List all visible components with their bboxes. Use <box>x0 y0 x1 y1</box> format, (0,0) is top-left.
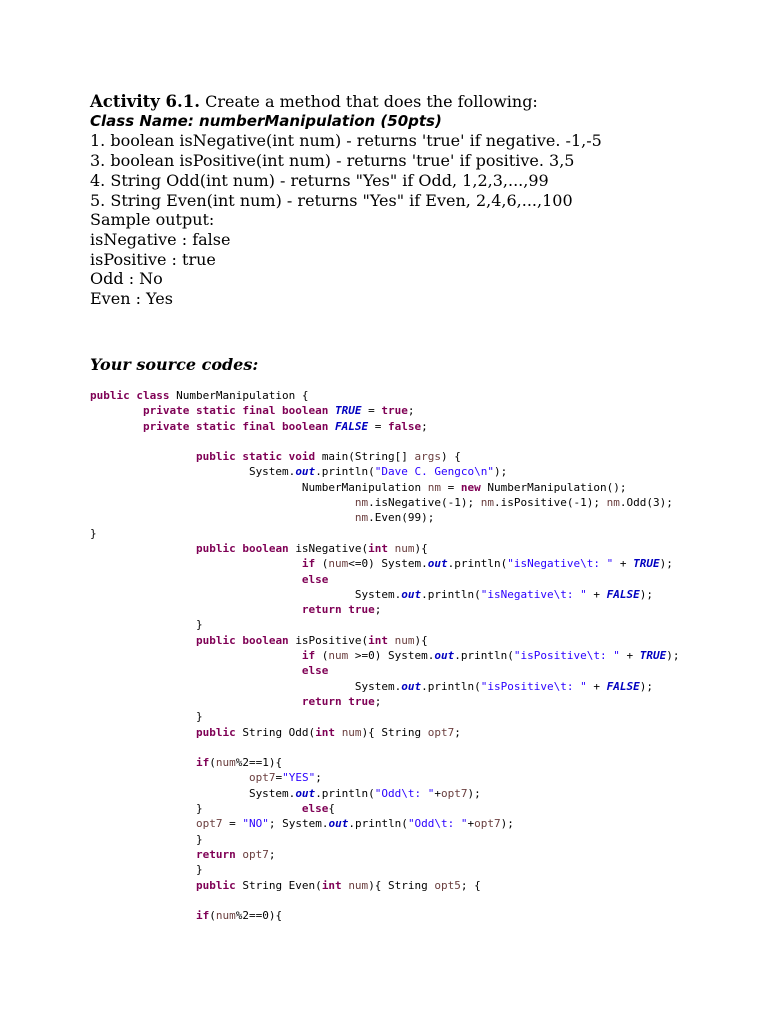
code-line <box>90 434 750 449</box>
code-token: .isNegative(-1); <box>368 496 481 510</box>
code-token: ; { <box>460 878 481 892</box>
code-token: opt7 <box>248 771 276 785</box>
code-token: FALSE <box>606 679 640 693</box>
code-token: } <box>90 526 97 540</box>
code-line <box>90 541 750 556</box>
code-token <box>90 726 196 739</box>
code-token <box>90 450 196 463</box>
code-token <box>90 909 196 922</box>
code-line <box>90 770 750 785</box>
code-token: String Odd( <box>242 725 316 739</box>
code-token <box>90 879 196 892</box>
requirement-item: 1. boolean isNegative(int num) - returns 'true' if negative. -1,-5 <box>90 131 602 151</box>
code-line <box>90 878 750 893</box>
activity-heading: Activity 6.1. <box>90 92 200 111</box>
code-token: } <box>90 832 203 846</box>
code-token: return true <box>301 603 375 617</box>
code-token: public <box>195 725 243 739</box>
code-token: .println( <box>315 465 375 479</box>
code-token: opt7 <box>474 817 501 831</box>
code-token: ) { <box>441 450 461 464</box>
code-token: if <box>195 909 210 923</box>
code-token: ; <box>374 694 382 708</box>
code-token <box>90 573 302 586</box>
code-line <box>90 602 750 617</box>
code-token: else <box>301 664 329 678</box>
code-token: "YES" <box>282 771 316 785</box>
code-token: ( <box>209 756 216 770</box>
code-token: NumberManipulation <box>90 480 428 494</box>
code-token: num <box>328 649 349 663</box>
code-token <box>90 511 355 524</box>
code-token: private static final boolean <box>142 404 336 418</box>
code-token: } <box>90 618 203 632</box>
code-line <box>90 801 750 816</box>
code-token: true <box>381 404 408 418</box>
requirement-item: 5. String Even(int num) - returns "Yes" if Even, 2,4,6,...,100 <box>90 190 573 210</box>
code-token: String Even( <box>242 878 322 892</box>
code-token: out <box>328 817 349 831</box>
code-line <box>90 908 750 923</box>
code-token: if <box>301 557 322 571</box>
code-token: else <box>301 572 329 586</box>
code-token: >=0) System. <box>348 649 435 663</box>
code-token: NumberManipulation { <box>176 389 309 402</box>
code-line <box>90 464 750 479</box>
code-token: public boolean <box>195 541 296 555</box>
code-token: ( <box>209 909 216 923</box>
code-token <box>90 817 196 830</box>
code-line <box>90 709 750 724</box>
code-token: out <box>401 587 422 601</box>
code-token: public boolean <box>195 633 296 647</box>
code-token: "isNegative\t: " <box>507 557 614 571</box>
code-line <box>90 510 750 525</box>
code-token: .isPositive(-1); <box>494 496 607 510</box>
code-token: FALSE <box>335 419 369 433</box>
code-token <box>90 634 196 647</box>
code-token: return true <box>301 694 375 708</box>
requirement-item: 3. boolean isPositive(int num) - returns 'true' if positive. 3,5 <box>90 151 575 171</box>
code-token: } <box>90 710 203 724</box>
class-name-line: Class Name: numberManipulation (50pts) <box>90 111 442 130</box>
code-token <box>90 649 302 662</box>
activity-instruction: Create a method that does the following: <box>200 92 538 111</box>
code-token: ); <box>467 786 481 800</box>
code-token: %2==0){ <box>235 909 283 923</box>
code-token: "Odd\t: " <box>374 786 435 800</box>
code-token: System. <box>90 786 296 800</box>
code-line <box>90 572 750 587</box>
code-token <box>90 603 302 616</box>
code-token: opt7 <box>195 817 223 831</box>
source-codes-heading: Your source codes: <box>90 355 259 374</box>
code-token <box>90 695 302 708</box>
code-token: int <box>321 878 349 892</box>
code-token: } <box>90 863 203 877</box>
code-token: num <box>348 878 369 892</box>
code-token <box>90 404 143 417</box>
code-token: + <box>467 817 475 831</box>
code-token: .println( <box>421 679 481 693</box>
code-token: "isNegative\t: " <box>480 587 587 601</box>
code-token: public class <box>90 389 177 402</box>
code-token: opt7 <box>427 725 455 739</box>
activity-title-line <box>90 92 750 112</box>
code-token: ; <box>454 725 461 739</box>
code-line <box>90 786 750 801</box>
code-token: = <box>275 771 283 785</box>
code-token: nm <box>354 511 369 525</box>
code-token: + <box>434 786 442 800</box>
code-token: isNegative( <box>295 541 369 555</box>
code-token: + <box>586 587 607 601</box>
code-token: return <box>195 847 243 861</box>
code-token: ; <box>407 404 415 418</box>
code-token: { <box>328 802 336 816</box>
code-line <box>90 847 750 862</box>
code-token: + <box>619 649 640 663</box>
code-token: out <box>401 679 422 693</box>
sample-output-line: Even : Yes <box>90 289 173 309</box>
code-line <box>90 832 750 847</box>
code-token: ; <box>374 603 382 617</box>
code-token: new <box>460 480 488 494</box>
code-token: ; <box>268 847 276 861</box>
code-token: nm <box>427 480 442 494</box>
activity-description <box>90 92 750 309</box>
code-token: <=0) System. <box>348 557 428 571</box>
code-token <box>90 496 355 509</box>
code-token: opt5 <box>434 878 461 892</box>
code-token: + <box>613 557 634 571</box>
code-token: } <box>90 802 302 816</box>
code-token: num <box>328 557 349 571</box>
code-token: = <box>368 419 389 433</box>
code-token: .println( <box>421 587 481 601</box>
code-token: = <box>441 480 461 494</box>
code-token: ; <box>421 419 428 433</box>
code-token: "isPositive\t: " <box>513 649 620 663</box>
code-token <box>90 771 249 784</box>
code-token: if <box>195 756 210 770</box>
code-token: ); <box>639 587 653 601</box>
code-token: ); <box>639 679 653 693</box>
code-token: ); <box>666 649 680 663</box>
code-token: System. <box>90 679 402 693</box>
code-token: public <box>195 878 243 892</box>
code-token: "Odd\t: " <box>407 817 468 831</box>
code-token: out <box>427 557 448 571</box>
code-token: nm <box>354 496 369 510</box>
code-line <box>90 495 750 510</box>
code-token: NumberManipulation(); <box>487 480 627 494</box>
sample-output-line: Odd : No <box>90 269 163 289</box>
code-token: .Odd(3); <box>619 496 673 510</box>
code-token: .println( <box>447 557 508 571</box>
code-line <box>90 755 750 770</box>
code-token: "NO" <box>242 817 269 831</box>
code-token: false <box>388 419 422 433</box>
code-token: out <box>295 786 316 800</box>
code-token: ); <box>500 817 514 831</box>
code-token: ; System. <box>268 817 329 831</box>
code-line <box>90 526 750 541</box>
code-line <box>90 480 750 495</box>
code-token: nm <box>480 496 494 510</box>
code-token: ( <box>321 649 329 663</box>
code-line <box>90 449 750 464</box>
code-token: else <box>301 802 329 816</box>
sample-output-label: Sample output: <box>90 210 215 230</box>
code-line <box>90 816 750 831</box>
code-token: int <box>368 541 395 555</box>
code-token: int <box>368 633 395 647</box>
code-token: FALSE <box>606 587 640 601</box>
code-line <box>90 648 750 663</box>
code-line <box>90 862 750 877</box>
sample-output-line: isPositive : true <box>90 249 216 269</box>
code-token: %2==1){ <box>235 756 283 770</box>
code-token: .println( <box>348 817 408 831</box>
code-token: private static final boolean <box>142 419 336 433</box>
code-token: public static void <box>195 450 322 464</box>
code-token: System. <box>90 587 402 601</box>
code-token <box>90 664 302 677</box>
code-token: isPositive( <box>295 633 369 647</box>
code-token: main(String[] <box>321 450 415 464</box>
code-token: ); <box>659 557 673 571</box>
code-token: num <box>394 541 415 555</box>
code-token <box>90 542 196 555</box>
code-token: "isPositive\t: " <box>480 679 587 693</box>
code-line <box>90 679 750 694</box>
code-token: = <box>222 817 243 831</box>
code-line <box>90 694 750 709</box>
code-token: ); <box>494 465 508 479</box>
code-line <box>90 388 750 403</box>
code-line <box>90 419 750 434</box>
code-token: .Even(99); <box>368 511 435 525</box>
code-token <box>90 756 196 769</box>
code-token: if <box>301 649 322 663</box>
requirement-item: 4. String Odd(int num) - returns "Yes" if Odd, 1,2,3,...,99 <box>90 170 549 190</box>
code-token <box>90 557 302 570</box>
code-token: TRUE <box>639 649 667 663</box>
code-token: System. <box>90 465 296 479</box>
code-line <box>90 617 750 632</box>
code-token: ; <box>315 771 322 785</box>
code-token: ){ String <box>361 725 428 739</box>
code-token <box>90 848 196 861</box>
code-token: .println( <box>454 649 514 663</box>
code-token: ( <box>321 557 329 571</box>
code-token: num <box>215 909 236 923</box>
source-code-block <box>90 388 750 923</box>
code-token <box>90 420 143 433</box>
code-line <box>90 556 750 571</box>
code-line <box>90 893 750 908</box>
code-token: out <box>434 649 455 663</box>
code-line <box>90 587 750 602</box>
sample-output-line: isNegative : false <box>90 229 231 249</box>
code-line <box>90 633 750 648</box>
code-token: + <box>586 679 607 693</box>
code-token: ){ <box>414 633 428 647</box>
code-line <box>90 663 750 678</box>
code-token: TRUE <box>335 404 362 418</box>
code-line <box>90 740 750 755</box>
code-token: ){ String <box>368 878 435 892</box>
code-token: out <box>295 465 316 479</box>
code-token: nm <box>606 496 620 510</box>
code-line <box>90 725 750 740</box>
code-token: num <box>341 725 362 739</box>
code-token: = <box>361 404 382 418</box>
code-token: args <box>414 450 442 464</box>
code-token: opt7 <box>441 786 468 800</box>
code-token: ){ <box>414 541 428 555</box>
code-token: TRUE <box>633 557 660 571</box>
code-token: num <box>394 633 415 647</box>
code-token: int <box>315 725 342 739</box>
code-token: .println( <box>315 786 375 800</box>
code-token: "Dave C. Gengco\n" <box>374 465 495 479</box>
code-token: num <box>215 756 236 770</box>
code-line <box>90 403 750 418</box>
code-token: opt7 <box>242 847 269 861</box>
